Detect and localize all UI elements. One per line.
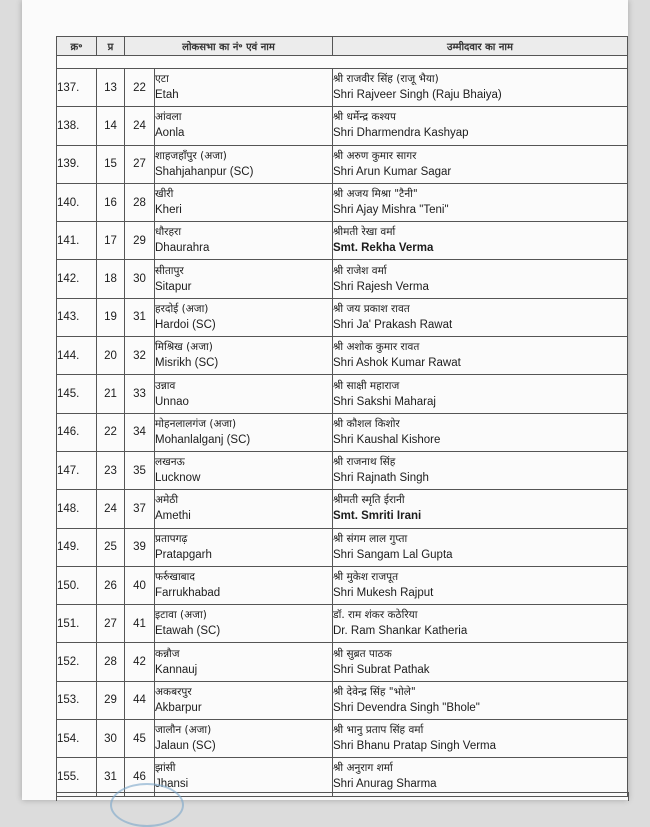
table-row (57, 183, 628, 221)
serial-number: 154. (57, 720, 97, 758)
serial-number: 141. (57, 222, 97, 260)
candidate-name-cell (333, 145, 628, 183)
constituency-name-hindi: सीतापुर (155, 264, 184, 277)
state-number: 15 (97, 145, 125, 183)
candidate-name-english: Shri Mukesh Rajput (333, 587, 434, 599)
candidate-name-english: Shri Dharmendra Kashyap (333, 127, 469, 140)
constituency-number: 29 (125, 222, 155, 260)
candidate-name-cell (333, 566, 628, 604)
constituency-name-hindi: शाहजहाँपुर (अजा) (155, 149, 227, 162)
state-number: 31 (97, 758, 125, 796)
constituency-name-hindi: एटा (155, 73, 169, 86)
constituency-name-hindi: हरदोई (अजा) (155, 302, 209, 315)
candidate-name-english: Shri Ashok Kumar Rawat (333, 357, 461, 370)
candidate-name-cell (333, 451, 628, 489)
state-number: 22 (97, 413, 125, 451)
constituency-number: 32 (125, 337, 155, 375)
constituency-number: 41 (125, 605, 155, 643)
table-row (57, 566, 628, 604)
constituency-number: 27 (125, 145, 155, 183)
header-serial: क्र॰ (57, 37, 97, 56)
constituency-name-hindi: आंवला (155, 111, 182, 124)
state-number: 16 (97, 183, 125, 221)
constituency-name-cell (155, 69, 333, 107)
constituency-name-cell (155, 337, 333, 375)
constituency-name-cell (155, 145, 333, 183)
candidate-name-cell (333, 298, 628, 336)
serial-number: 142. (57, 260, 97, 298)
candidate-name-cell (333, 183, 628, 221)
state-number: 27 (97, 605, 125, 643)
constituency-name-english: Jalaun (SC) (155, 740, 216, 753)
state-number: 23 (97, 451, 125, 489)
candidate-name-cell (333, 490, 628, 528)
constituency-name-hindi: लखनऊ (155, 456, 185, 469)
header-spacer (57, 56, 628, 69)
serial-number: 149. (57, 528, 97, 566)
state-number: 26 (97, 566, 125, 604)
candidate-name-hindi: श्री साक्षी महाराज (333, 379, 400, 392)
candidate-name-cell (333, 643, 628, 681)
constituency-name-hindi: कन्नौज (155, 647, 180, 660)
constituency-name-english: Etah (155, 89, 179, 102)
constituency-name-cell (155, 566, 333, 604)
table-row (57, 375, 628, 413)
constituency-name-cell (155, 183, 333, 221)
constituency-number: 45 (125, 720, 155, 758)
candidate-name-cell (333, 375, 628, 413)
constituency-number: 31 (125, 298, 155, 336)
candidate-name-english: Shri Rajnath Singh (333, 472, 429, 485)
candidate-name-hindi: श्री संगम लाल गुप्ता (333, 532, 408, 545)
serial-number: 150. (57, 566, 97, 604)
constituency-number: 24 (125, 107, 155, 145)
constituency-number: 42 (125, 643, 155, 681)
constituency-number: 22 (125, 69, 155, 107)
candidate-name-cell (333, 222, 628, 260)
constituency-name-cell (155, 758, 333, 796)
constituency-number: 37 (125, 490, 155, 528)
candidate-name-hindi: श्रीमती स्मृति ईरानी (333, 494, 405, 507)
candidate-name-hindi: श्री धर्मेन्द्र कश्यप (333, 111, 396, 124)
constituency-name-cell (155, 528, 333, 566)
constituency-name-english: Dhaurahra (155, 242, 210, 255)
constituency-name-english: Shahjahanpur (SC) (155, 165, 254, 178)
candidate-name-cell (333, 681, 628, 719)
constituency-name-english: Pratapgarh (155, 548, 212, 561)
serial-number: 152. (57, 643, 97, 681)
serial-number: 145. (57, 375, 97, 413)
constituency-name-english: Sitapur (155, 280, 192, 293)
candidate-name-cell (333, 107, 628, 145)
constituency-number: 39 (125, 528, 155, 566)
state-number: 18 (97, 260, 125, 298)
candidate-name-hindi: श्री जय प्रकाश रावत (333, 302, 410, 315)
table-row (57, 490, 628, 528)
candidate-name-english: Smt. Smriti Irani (333, 510, 422, 523)
constituency-name-cell (155, 490, 333, 528)
constituency-name-cell (155, 451, 333, 489)
table-header-row (57, 37, 628, 56)
constituency-name-cell (155, 375, 333, 413)
serial-number: 155. (57, 758, 97, 796)
candidate-name-english: Smt. Rekha Verma (333, 242, 434, 255)
constituency-name-hindi: मोहनलालगंज (अजा) (155, 417, 237, 430)
candidate-name-hindi: श्री देवेन्द्र सिंह "भोले" (333, 685, 416, 698)
table-row (57, 260, 628, 298)
candidate-name-english: Shri Ja' Prakash Rawat (333, 318, 453, 331)
candidate-name-english: Dr. Ram Shankar Katheria (333, 625, 468, 638)
table-row (57, 107, 628, 145)
candidate-name-english: Shri Sakshi Maharaj (333, 395, 436, 408)
candidate-name-cell (333, 413, 628, 451)
candidate-name-cell (333, 605, 628, 643)
candidate-name-hindi: श्री अशोक कुमार रावत (333, 341, 420, 354)
constituency-name-hindi: अमेठी (155, 494, 179, 507)
serial-number: 137. (57, 69, 97, 107)
constituency-number: 34 (125, 413, 155, 451)
serial-number: 138. (57, 107, 97, 145)
candidate-name-hindi: श्री अरुण कुमार सागर (333, 149, 417, 162)
constituency-name-cell (155, 605, 333, 643)
table-row (57, 222, 628, 260)
candidate-name-hindi: श्री मुकेश राजपूत (333, 571, 399, 583)
state-number: 17 (97, 222, 125, 260)
constituency-name-english: Akbarpur (155, 701, 202, 714)
candidate-name-hindi: श्री भानु प्रताप सिंह वर्मा (333, 724, 424, 737)
candidate-name-cell (333, 337, 628, 375)
candidate-name-hindi: श्री राजेश वर्मा (333, 264, 387, 277)
constituency-name-english: Lucknow (155, 472, 201, 485)
candidate-name-hindi: श्री अजय मिश्रा "टैनी" (333, 188, 418, 201)
constituency-name-hindi: उन्नाव (155, 379, 176, 392)
candidate-name-english: Shri Rajesh Verma (333, 280, 429, 293)
constituency-number: 46 (125, 758, 155, 796)
state-number: 24 (97, 490, 125, 528)
serial-number: 151. (57, 605, 97, 643)
candidate-name-english: Shri Sangam Lal Gupta (333, 548, 453, 561)
constituency-number: 33 (125, 375, 155, 413)
candidate-name-english: Shri Bhanu Pratap Singh Verma (333, 740, 497, 753)
table-row (57, 605, 628, 643)
candidate-name-cell (333, 69, 628, 107)
candidate-name-hindi: श्री राजवीर सिंह (राजू भैया) (333, 73, 439, 86)
constituency-name-hindi: प्रतापगढ़ (155, 532, 188, 545)
state-number: 21 (97, 375, 125, 413)
constituency-name-cell (155, 681, 333, 719)
constituency-name-hindi: इटावा (अजा) (155, 609, 207, 622)
serial-number: 143. (57, 298, 97, 336)
constituency-number: 28 (125, 183, 155, 221)
candidate-name-cell (333, 260, 628, 298)
constituency-name-english: Farrukhabad (155, 587, 221, 599)
stamp-seal (110, 783, 184, 827)
serial-number: 144. (57, 337, 97, 375)
table-row (57, 145, 628, 183)
constituency-name-hindi: खीरी (155, 188, 174, 201)
table-row (57, 69, 628, 107)
serial-number: 153. (57, 681, 97, 719)
state-number: 20 (97, 337, 125, 375)
constituency-name-cell (155, 222, 333, 260)
candidate-name-english: Shri Devendra Singh "Bhole" (333, 701, 480, 714)
serial-number: 148. (57, 490, 97, 528)
serial-number: 146. (57, 413, 97, 451)
state-number: 29 (97, 681, 125, 719)
state-number: 13 (97, 69, 125, 107)
document-page (22, 0, 628, 800)
table-row (57, 681, 628, 719)
constituency-name-cell (155, 298, 333, 336)
table-row (57, 643, 628, 681)
serial-number: 147. (57, 451, 97, 489)
constituency-name-hindi: धौरहरा (155, 226, 182, 239)
state-number: 19 (97, 298, 125, 336)
candidate-name-cell (333, 720, 628, 758)
header-state-no: प्र (97, 37, 125, 56)
header-constituency: लोकसभा का नं॰ एवं नाम (125, 37, 333, 56)
candidate-name-english: Shri Anurag Sharma (333, 778, 437, 791)
table-body (57, 56, 628, 797)
table-row (57, 528, 628, 566)
constituency-name-english: Etawah (SC) (155, 625, 221, 638)
constituency-number: 35 (125, 451, 155, 489)
constituency-name-english: Amethi (155, 510, 191, 523)
candidate-name-hindi: श्री कौशल किशोर (333, 417, 400, 430)
constituency-name-english: Aonla (155, 127, 185, 140)
candidate-name-english: Shri Ajay Mishra "Teni" (333, 204, 449, 217)
constituency-name-hindi: अकबरपुर (155, 685, 192, 698)
state-number: 30 (97, 720, 125, 758)
serial-number: 140. (57, 183, 97, 221)
constituency-name-english: Hardoi (SC) (155, 318, 216, 331)
constituency-name-english: Jhansi (155, 778, 189, 791)
candidate-name-english: Shri Arun Kumar Sagar (333, 165, 452, 178)
table-row (57, 298, 628, 336)
header-candidate: उम्मीदवार का नाम (333, 37, 628, 56)
constituency-name-hindi: झांसी (155, 762, 176, 775)
constituency-name-english: Kheri (155, 204, 182, 217)
constituency-name-cell (155, 260, 333, 298)
state-number: 28 (97, 643, 125, 681)
constituency-number: 40 (125, 566, 155, 604)
candidate-table (56, 36, 628, 797)
state-number: 14 (97, 107, 125, 145)
table-row (57, 337, 628, 375)
candidate-name-cell (333, 758, 628, 796)
candidate-name-hindi: श्री अनुराग शर्मा (333, 762, 393, 775)
constituency-number: 30 (125, 260, 155, 298)
constituency-name-cell (155, 643, 333, 681)
constituency-name-english: Kannauj (155, 663, 198, 676)
constituency-name-english: Unnao (155, 395, 189, 408)
candidate-name-english: Shri Subrat Pathak (333, 663, 430, 676)
constituency-name-cell (155, 107, 333, 145)
candidate-name-english: Shri Kaushal Kishore (333, 433, 441, 446)
constituency-name-hindi: फर्रुखाबाद (155, 571, 195, 583)
table-row (57, 720, 628, 758)
constituency-name-english: Mohanlalganj (SC) (155, 433, 251, 446)
constituency-name-english: Misrikh (SC) (155, 357, 219, 370)
candidate-name-hindi: श्री राजनाथ सिंह (333, 456, 396, 469)
candidate-name-hindi: डॉ. राम शंकर कठेरिया (333, 609, 418, 622)
constituency-name-hindi: मिश्रिख (अजा) (155, 341, 213, 354)
candidate-name-hindi: श्री सुब्रत पाठक (333, 647, 392, 660)
constituency-name-cell (155, 413, 333, 451)
serial-number: 139. (57, 145, 97, 183)
state-number: 25 (97, 528, 125, 566)
table-row (57, 413, 628, 451)
constituency-name-hindi: जालौन (अजा) (155, 724, 212, 737)
candidate-name-english: Shri Rajveer Singh (Raju Bhaiya) (333, 89, 502, 102)
constituency-number: 44 (125, 681, 155, 719)
candidate-name-hindi: श्रीमती रेखा वर्मा (333, 226, 396, 239)
candidate-name-cell (333, 528, 628, 566)
constituency-name-cell (155, 720, 333, 758)
table-row (57, 451, 628, 489)
